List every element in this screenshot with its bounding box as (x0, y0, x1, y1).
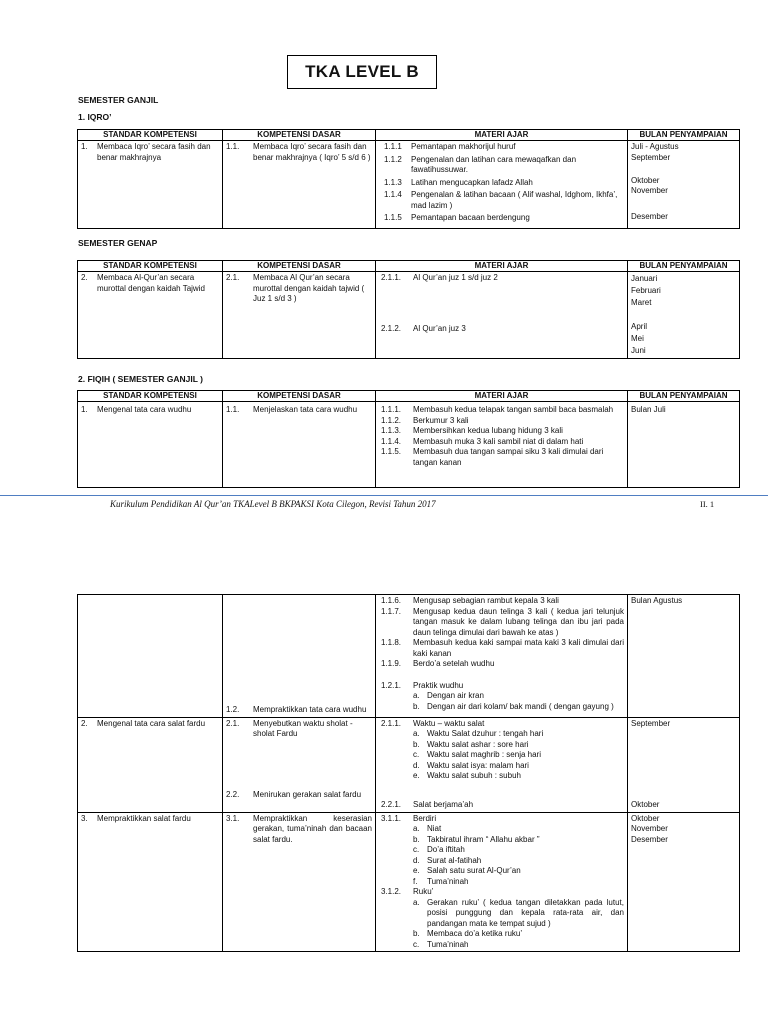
materi-item (381, 426, 624, 437)
table-row (78, 402, 740, 488)
materi-number: 1.1.2 (384, 154, 402, 164)
materi-text: Al Qur’an juz 3 (413, 323, 466, 333)
sub-text: Gerakan ruku’ ( kedua tangan diletakkan pada lutut, posisi punggung dan kepala rata-rata air, dan pandangan mata ke tempat sujud ) (427, 897, 624, 928)
bulan-item: Oktober (631, 800, 660, 809)
kd-text: Menjelaskan tata cara wudhu (253, 405, 358, 414)
sub-text: Tuma’ninah (427, 876, 469, 886)
bulan-item: Oktober (631, 175, 660, 185)
materi-item (381, 405, 624, 416)
materi-subitem (381, 761, 624, 772)
sub-text: Waktu salat isya: malam hari (427, 760, 529, 770)
materi-number: 1.1.9. (381, 659, 402, 668)
materi-ajar-cell (376, 402, 628, 488)
bulan-cell (628, 272, 740, 359)
materi-item (381, 596, 624, 607)
header-kompetensi-dasar: KOMPETENSI DASAR (223, 391, 376, 402)
table-row (78, 812, 740, 952)
kd-number: 2.1. (226, 273, 240, 282)
kd-item (226, 705, 372, 716)
bulan-item: Desember (631, 211, 668, 221)
materi-item (384, 142, 624, 153)
sub-letter: b. (413, 739, 420, 749)
materi-ajar-cell (376, 595, 628, 718)
materi-number: 1.1.6. (381, 596, 402, 605)
materi-text: Ruku’ (413, 887, 434, 896)
kd-text: Membaca Al Qur’an secara murottal dengan kaidah tajwid ( Juz 1 s/d 3 ) (253, 273, 365, 303)
semester-genap-heading: SEMESTER GENAP (78, 238, 158, 248)
kompetensi-dasar-cell (223, 402, 376, 488)
bulan-item: Bulan Juli (631, 405, 666, 414)
materi-item (381, 447, 624, 468)
bulan-item: Januari (631, 274, 658, 283)
materi-item (384, 213, 624, 224)
header-standar-kompetensi: STANDAR KOMPETENSI (78, 261, 223, 272)
bulan-cell (628, 141, 740, 229)
semester-ganjil-heading: SEMESTER GANJIL (78, 95, 159, 105)
sk-number: 2. (81, 273, 88, 282)
sub-text: Surat al-fatihah (427, 855, 482, 865)
materi-subitem (381, 856, 624, 867)
materi-text: Berdiri (413, 813, 437, 823)
footer-divider (0, 495, 768, 496)
sub-text: Salah satu surat Al-Qur’an (427, 866, 521, 875)
bulan-item: Juni (631, 346, 646, 355)
standar-kompetensi-cell (78, 402, 223, 488)
materi-item (381, 719, 624, 730)
materi-subitem (381, 898, 624, 930)
kompetensi-dasar-cell (223, 812, 376, 952)
sub-letter: c. (413, 750, 420, 759)
table-header-row (78, 391, 740, 402)
footer-text: Kurikulum Pendidikan Al Qur’an TKALevel B BKPAKSI Kota Cilegon, Revisi Tahun 2017 (110, 499, 436, 509)
materi-number: 1.1.4 (384, 190, 402, 199)
sub-letter: b. (413, 834, 420, 844)
iqro-heading: 1. IQRO’ (78, 112, 112, 122)
materi-number: 1.1.5 (384, 213, 402, 222)
bulan-item: Oktober (631, 813, 660, 823)
materi-text: Latihan mengucapkan lafadz Allah (411, 177, 533, 187)
materi-subitem (381, 929, 624, 940)
table-row (78, 717, 740, 812)
header-kompetensi-dasar: KOMPETENSI DASAR (223, 261, 376, 272)
kd-number: 1.2. (226, 705, 240, 714)
sub-text: Takbiratul ihram “ Allahu akbar ” (427, 834, 540, 844)
materi-text: Mengusap sebagian rambut kepala 3 kali (413, 596, 559, 605)
sub-text: Tuma’ninah (427, 939, 469, 949)
materi-text: Membasuh kedua kaki sampai mata kaki 3 kali dimulai dari kaki kanan (413, 638, 624, 658)
header-materi-ajar: MATERI AJAR (376, 130, 628, 141)
materi-number: 2.2.1. (381, 799, 402, 809)
header-bulan-penyampaian: BULAN PENYAMPAIAN (628, 391, 740, 402)
sub-letter: d. (413, 855, 420, 865)
materi-number: 1.1.1. (381, 405, 402, 414)
bulan-cell (628, 595, 740, 718)
materi-subitem (381, 824, 624, 835)
materi-ajar-cell (376, 717, 628, 812)
sub-letter: a. (413, 897, 420, 907)
standar-kompetensi-cell (78, 141, 223, 229)
fiqih-continuation-table (77, 594, 740, 952)
sub-text: Waktu salat ashar : sore hari (427, 739, 529, 749)
materi-item (381, 273, 624, 284)
materi-text: Membasuh muka 3 kali sambil niat di dalam hati (413, 436, 584, 446)
kd-text: Mempraktikkan tata cara wudhu (253, 705, 367, 714)
materi-item (384, 155, 624, 176)
materi-text: Pengenalan & latihan bacaan ( Alif washal, Idghom, Ikhfa’, mad lazim ) (411, 190, 618, 210)
bulan-item: Bulan Agustus (631, 596, 683, 605)
header-kompetensi-dasar: KOMPETENSI DASAR (223, 130, 376, 141)
materi-item (381, 800, 624, 811)
bulan-item: Mei (631, 334, 644, 343)
bulan-item: November (631, 186, 668, 195)
bulan-item: September (631, 152, 671, 162)
standar-kompetensi-cell (78, 812, 223, 952)
materi-subitem (381, 702, 624, 713)
sub-text: Membaca do’a ketika ruku’ (427, 929, 523, 938)
kd-item (226, 719, 372, 740)
materi-text: Pemantapan makhorijul huruf (411, 142, 516, 151)
materi-item (384, 190, 624, 211)
materi-subitem (381, 729, 624, 740)
table-header-row (78, 130, 740, 141)
kompetensi-dasar-cell (223, 595, 376, 718)
materi-item (381, 607, 624, 639)
materi-ajar-cell (376, 272, 628, 359)
materi-item (381, 437, 624, 448)
materi-number: 2.1.1. (381, 273, 402, 282)
materi-subitem (381, 866, 624, 877)
kd-item (226, 814, 372, 846)
sub-text: Waktu salat maghrib : senja hari (427, 750, 541, 759)
table-row (78, 595, 740, 718)
sub-letter: c. (413, 939, 420, 949)
materi-subitem (381, 877, 624, 888)
sk-text: Mengenal tata cara salat fardu (97, 718, 206, 728)
kd-text: Membaca Iqro’ secara fasih dan benar makhrajnya ( Iqro’ 5 s/d 6 ) (253, 142, 371, 162)
table-row (78, 272, 740, 359)
bulan-cell (628, 812, 740, 952)
kd-text: Menyebutkan waktu sholat - sholat Fardu (253, 718, 353, 738)
kompetensi-dasar-cell (223, 717, 376, 812)
kd-number: 3.1. (226, 813, 240, 823)
header-materi-ajar: MATERI AJAR (376, 391, 628, 402)
materi-ajar-cell (376, 812, 628, 952)
sub-letter: b. (413, 701, 420, 711)
sub-text: Waktu salat subuh : subuh (427, 771, 521, 780)
sub-text: Waktu Salat dzuhur : tengah hari (427, 729, 544, 738)
sub-letter: a. (413, 824, 420, 833)
materi-number: 1.1.4. (381, 436, 402, 446)
materi-number: 1.1.7. (381, 606, 402, 616)
standar-kompetensi-cell (78, 595, 223, 718)
iqro-table (77, 129, 740, 229)
kd-text: Menirukan gerakan salat fardu (253, 789, 362, 799)
kd-item (226, 790, 372, 801)
materi-item (381, 814, 624, 825)
bulan-item: Maret (631, 298, 652, 307)
sub-text: Niat (427, 824, 442, 833)
materi-text: Mengusap kedua daun telinga 3 kali ( kedua jari telunjuk tangan masuk ke dalam lubang telinga dan ibu jari pada daun telinga dimulai dari bawah ke atas ) (413, 606, 624, 637)
fiqih-heading: 2. FIQIH ( SEMESTER GANJIL ) (78, 374, 203, 384)
header-bulan-penyampaian: BULAN PENYAMPAIAN (628, 261, 740, 272)
materi-item (381, 416, 624, 427)
materi-number: 3.1.2. (381, 887, 402, 896)
bulan-cell (628, 717, 740, 812)
materi-number: 2.1.1. (381, 718, 402, 728)
kompetensi-dasar-cell (223, 141, 376, 229)
bulan-item: November (631, 824, 668, 833)
kompetensi-dasar-cell (223, 272, 376, 359)
materi-ajar-cell (376, 141, 628, 229)
materi-text: Membasuh dua tangan sampai siku 3 kali dimulai dari tangan kanan (413, 447, 604, 467)
sub-text: Do’a iftitah (427, 845, 465, 854)
kd-number: 2.1. (226, 718, 240, 728)
sk-number: 3. (81, 813, 88, 823)
materi-text: Praktik wudhu (413, 680, 464, 690)
materi-subitem (381, 940, 624, 951)
materi-item (381, 681, 624, 692)
materi-subitem (381, 845, 624, 856)
materi-number: 1.1.8. (381, 638, 402, 647)
materi-text: Berdo’a setelah wudhu (413, 659, 495, 668)
sub-letter: a. (413, 691, 420, 700)
kd-number: 1.1. (226, 405, 240, 414)
materi-subitem (381, 750, 624, 761)
sk-number: 2. (81, 718, 88, 728)
sk-text: Mempraktikkan salat fardu (97, 813, 191, 823)
materi-item (381, 638, 624, 659)
sk-text: Membaca Al-Qur’an secara murottal dengan kaidah Tajwid (97, 273, 205, 293)
page-title: TKA LEVEL B (287, 55, 437, 89)
bulan-item: Juli - Agustus (631, 142, 679, 151)
kd-number: 1.1. (226, 142, 240, 151)
materi-number: 1.1.3 (384, 177, 402, 187)
materi-number: 3.1.1. (381, 813, 402, 823)
header-bulan-penyampaian: BULAN PENYAMPAIAN (628, 130, 740, 141)
materi-item (381, 324, 624, 335)
sub-letter: a. (413, 729, 420, 738)
page-number: II. 1 (700, 499, 715, 509)
header-standar-kompetensi: STANDAR KOMPETENSI (78, 391, 223, 402)
kd-text: Mempraktikkan keserasian gerakan, tuma’ninah dan bacaan salat fardu. (253, 813, 372, 844)
sub-text: Dengan air kran (427, 691, 484, 700)
fiqih-table (77, 390, 740, 488)
materi-number: 1.2.1. (381, 680, 402, 690)
materi-subitem (381, 771, 624, 782)
bulan-cell (628, 402, 740, 488)
sub-letter: c. (413, 845, 420, 854)
sub-letter: f. (413, 876, 418, 886)
materi-number: 1.1.2. (381, 415, 402, 425)
materi-text: Membersihkan kedua lubang hidung 3 kali (413, 426, 563, 435)
materi-item (384, 178, 624, 189)
materi-text: Salat berjama’ah (413, 799, 474, 809)
materi-text: Waktu – waktu salat (413, 718, 485, 728)
bulan-item: April (631, 322, 648, 331)
materi-number: 2.1.2. (381, 323, 402, 333)
header-materi-ajar: MATERI AJAR (376, 261, 628, 272)
alquran-table (77, 260, 740, 359)
bulan-item: Desember (631, 834, 668, 844)
materi-item (381, 659, 624, 670)
materi-text: Pemantapan bacaan berdengung (411, 213, 530, 222)
materi-text: Membasuh kedua telapak tangan sambil baca basmalah (413, 405, 614, 414)
materi-number: 1.1.3. (381, 426, 402, 435)
standar-kompetensi-cell (78, 272, 223, 359)
materi-item (381, 887, 624, 898)
sk-number: 1. (81, 142, 88, 151)
standar-kompetensi-cell (78, 717, 223, 812)
materi-subitem (381, 835, 624, 846)
materi-text: Al Qur’an juz 1 s/d juz 2 (413, 273, 498, 282)
table-header-row (78, 261, 740, 272)
kd-number: 2.2. (226, 789, 240, 799)
bulan-item: September (631, 718, 671, 728)
materi-number: 1.1.5. (381, 447, 402, 456)
materi-text: Pengenalan dan latihan cara mewaqafkan dan fawatihussuwar. (411, 154, 577, 174)
materi-subitem (381, 691, 624, 702)
sub-letter: e. (413, 771, 420, 780)
sk-text: Membaca Iqro’ secara fasih dan benar makhrajnya (97, 142, 211, 162)
sub-text: Dengan air dari kolam/ bak mandi ( dengan gayung ) (427, 701, 614, 711)
sub-letter: e. (413, 866, 420, 875)
table-row (78, 141, 740, 229)
materi-number: 1.1.1 (384, 142, 402, 151)
sub-letter: b. (413, 929, 420, 938)
sk-number: 1. (81, 405, 88, 414)
sub-letter: d. (413, 760, 420, 770)
materi-text: Berkumur 3 kali (413, 415, 469, 425)
bulan-item: Februari (631, 286, 661, 295)
materi-subitem (381, 740, 624, 751)
sk-text: Mengenal tata cara wudhu (97, 405, 192, 414)
header-standar-kompetensi: STANDAR KOMPETENSI (78, 130, 223, 141)
